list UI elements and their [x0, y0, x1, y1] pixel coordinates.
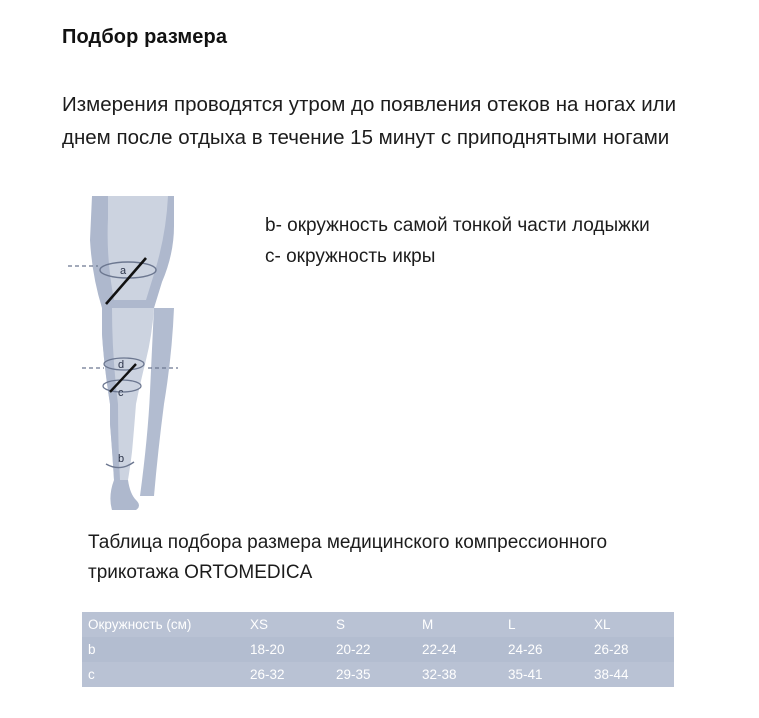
table-cell: 20-22: [336, 642, 371, 657]
table-cell: 35-41: [508, 667, 543, 682]
table-header-cell: L: [508, 617, 516, 632]
table-cell: 24-26: [508, 642, 543, 657]
legend-line-ankle: b- окружность самой тонкой части лодыжки: [265, 215, 650, 236]
illustration-label-a: a: [120, 265, 127, 277]
table-cell: 38-44: [594, 667, 629, 682]
table-header-row: [82, 612, 674, 637]
page-title: Подбор размера: [62, 26, 228, 48]
table-cell: 22-24: [422, 642, 457, 657]
table-cell: c: [88, 667, 95, 682]
table-header-cell: XL: [594, 617, 611, 632]
table-header-cell: M: [422, 617, 434, 632]
table-cell: b: [88, 642, 96, 657]
legend-line-calf: c- окружность икры: [265, 246, 436, 267]
table-cell: 29-35: [336, 667, 371, 682]
measurement-legend: [265, 210, 725, 272]
table-caption: Таблица подбора размера медицинского компрессионного трикотажа ORTOMEDICA: [88, 532, 608, 583]
illustration-label-d: d: [118, 359, 125, 371]
table-row: [82, 637, 674, 662]
table-header-cell: XS: [250, 617, 269, 632]
table-header-cell: S: [336, 617, 346, 632]
size-selection-table: [82, 612, 674, 687]
leg-measurement-illustration: [62, 196, 262, 516]
intro-paragraph: Измерения проводятся утром до появления отеков на ногах или днем после отдыха в течение 15 минут с приподнятыми ногами: [62, 93, 677, 149]
foot-shape: [110, 480, 139, 510]
illustration-label-b: b: [118, 453, 125, 465]
table-cell: 26-28: [594, 642, 629, 657]
table-cell: 26-32: [250, 667, 285, 682]
illustration-label-c: c: [118, 387, 124, 399]
table-row: [82, 662, 674, 687]
table-header-cell: Окружность (см): [88, 617, 192, 632]
table-cell: 32-38: [422, 667, 457, 682]
table-cell: 18-20: [250, 642, 285, 657]
